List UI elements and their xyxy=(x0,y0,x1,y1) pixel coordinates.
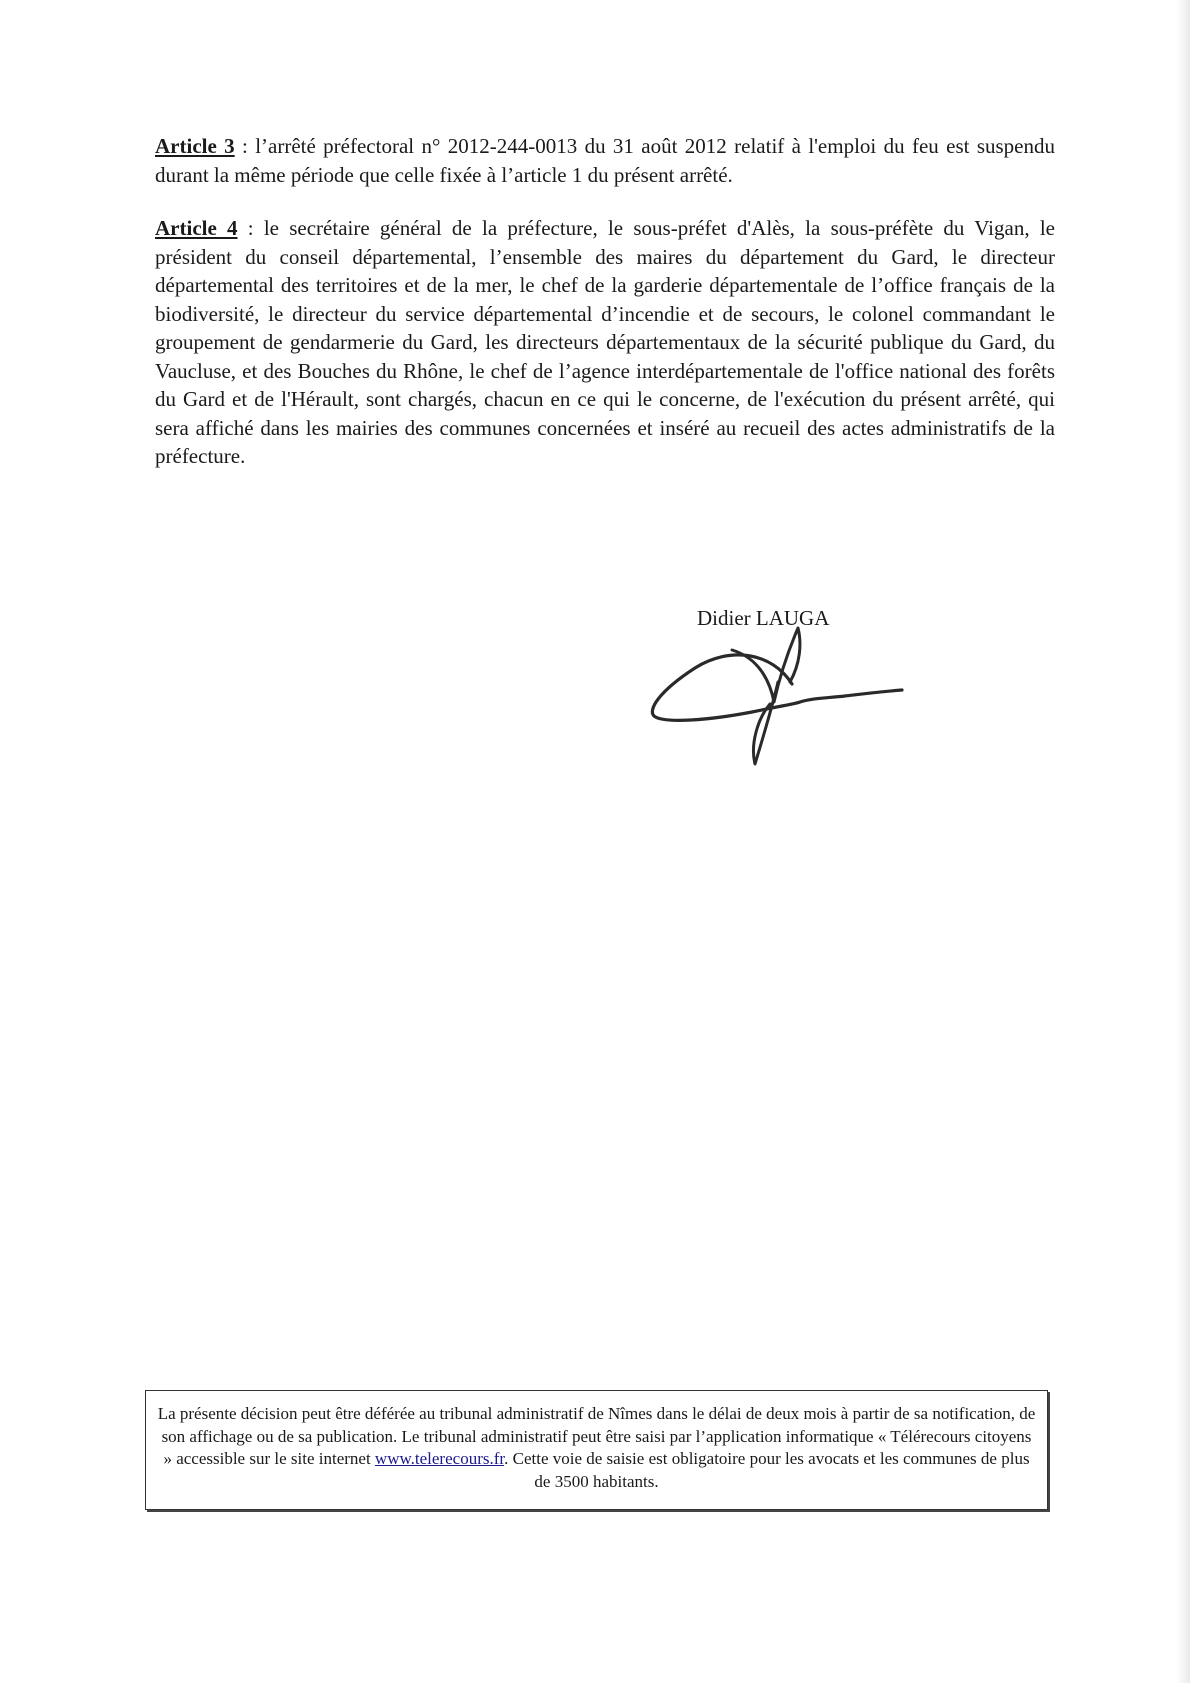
appeal-notice-text-start: La présente décision peut être déférée au tribunal administratif de Nîmes dans le délai de deux mois à partir de sa notification, de son affichage ou de sa publication. Le tribunal administratif peut être saisi par l’application informatique « Télérecours citoyens » accessible sur le site internet xyxy=(157,1404,1036,1468)
appeal-notice-box xyxy=(145,1390,1048,1510)
handwritten-signature xyxy=(640,612,910,772)
article-3 xyxy=(155,132,1055,189)
article-4 xyxy=(155,214,1055,471)
article-3-text: : l’arrêté préfectoral n° 2012-244-0013 du 31 août 2012 relatif à l'emploi du feu est suspendu durant la même période que celle fixée à l’article 1 du présent arrêté. xyxy=(155,134,1055,187)
article-3-label: Article 3 xyxy=(155,134,235,158)
telerecours-link[interactable]: www.telerecours.fr xyxy=(374,1449,505,1468)
article-4-label: Article 4 xyxy=(155,216,238,240)
signer-name: Didier LAUGA xyxy=(697,606,830,630)
page-edge-shadow xyxy=(1176,0,1190,1683)
signature-upper-stroke xyxy=(732,628,800,702)
appeal-notice-text-end: . Cette voie de saisie est obligatoire pour les avocats et les communes de plus de 3500 habitants. xyxy=(504,1449,1030,1491)
article-4-text: : le secrétaire général de la préfecture, le sous-préfet d'Alès, la sous-préfète du Vigan, le président du conseil départemental, l’ensemble des maires du département du Gard, le directeur départemental des territoires et de la mer, le chef de la garderie départementale de l’office français de la biodiversité, le directeur du service départemental d’incendie et de secours, le colonel commandant le groupement de gendarmerie du Gard, les directeurs départementaux de la sécurité publique du Gard, du Vaucluse, et des Bouches du Rhône, le chef de l’agence interdépartementale de l'office national des forêts du Gard et de l'Hérault, sont chargés, chacun en ce qui le concerne, de l'exécution du présent arrêté, qui sera affiché dans les mairies des communes concernées et inséré au recueil des actes administratifs de la préfecture. xyxy=(155,216,1055,468)
appeal-notice-text xyxy=(156,1403,1037,1493)
signature-descender-stroke xyxy=(753,682,778,764)
